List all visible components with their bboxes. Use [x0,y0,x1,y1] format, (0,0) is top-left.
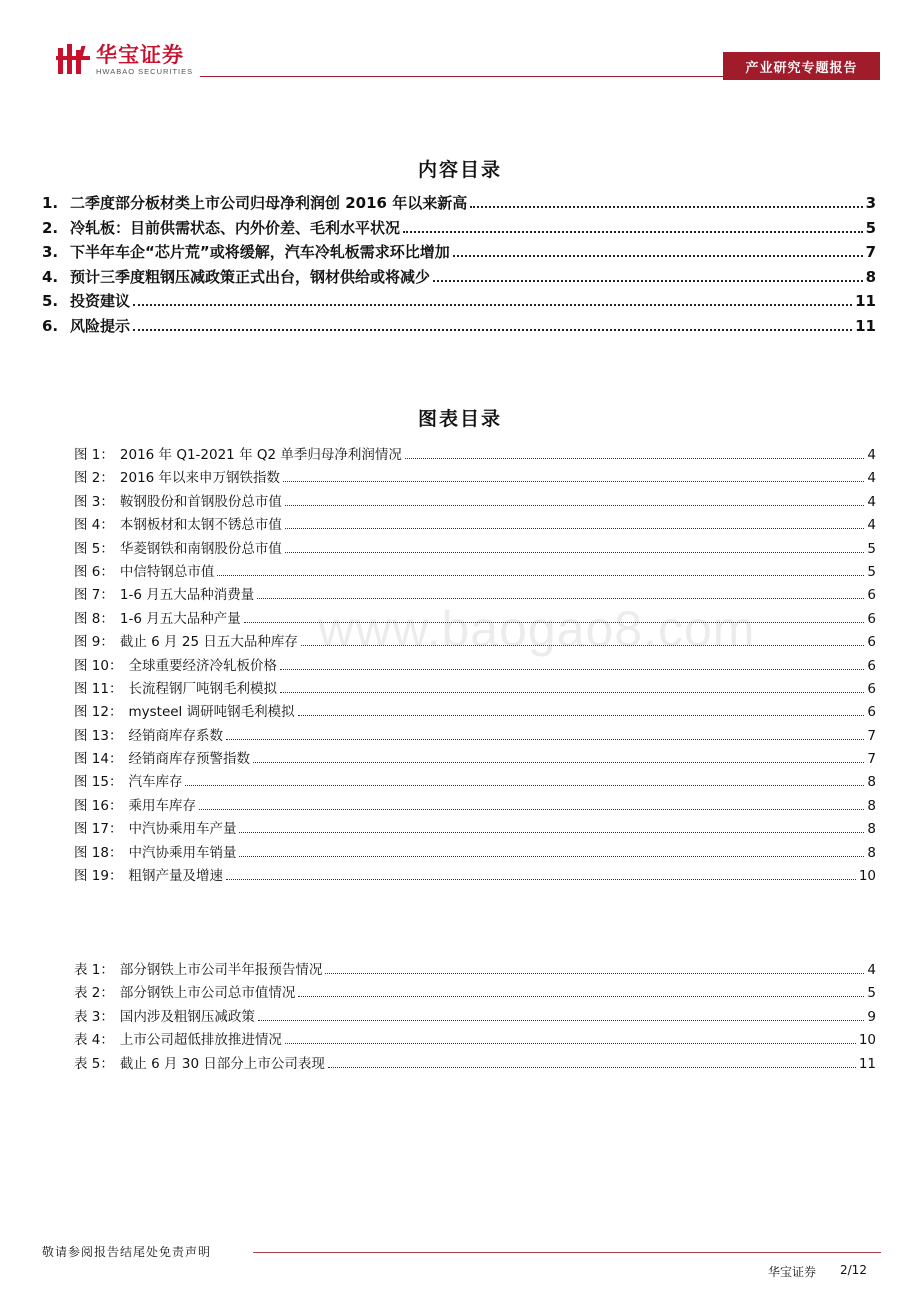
figure-page: 4 [867,517,876,534]
figure-page: 5 [867,563,876,580]
figure-text: 2016 年 Q1-2021 年 Q2 单季归母净利润情况 [119,447,402,463]
figure-item[interactable] [74,770,876,793]
leader-dots [285,552,865,553]
leader-dots [298,996,864,997]
leader-dots [258,1020,865,1021]
figure-label: 图 1： [74,447,114,463]
toc-item-3[interactable] [42,241,876,266]
leader-dots [298,715,865,716]
toc-number: 4. [42,267,59,286]
toc-page: 8 [865,267,876,286]
leader-dots [280,669,864,670]
toc-number: 1. [42,194,59,212]
toc-page: 7 [865,243,876,262]
toc-number: 3. [42,243,59,262]
toc-page: 3 [865,194,876,212]
figure-page: 5 [867,540,876,557]
watermark: www.baogao8.com [318,601,756,657]
table-list [74,958,876,1075]
figure-text: 中汽协乘用车销量 [128,844,237,861]
figure-page: 8 [867,821,876,838]
table-item[interactable] [74,1005,876,1028]
table-item[interactable] [74,981,876,1004]
toc-number: 5. [42,292,59,311]
figure-item[interactable] [74,747,876,770]
table-item[interactable] [74,1028,876,1051]
figure-list-title: 图表目录 [417,408,502,430]
figure-page: 4 [867,447,876,463]
figure-item[interactable] [74,841,876,864]
toc-text: 风险提示 [70,316,131,335]
figure-page: 6 [867,680,876,697]
figure-page: 6 [867,587,876,604]
leader-dots [325,973,864,974]
toc-page: 11 [855,316,876,335]
table-page: 5 [867,985,876,1002]
figure-text: 经销商库存预警指数 [128,751,250,768]
report-type-banner: 产业研究专题报告 [723,52,880,80]
leader-dots [239,856,864,857]
figure-text: 经销商库存系数 [128,727,223,744]
figure-text: 1-6 月五大品种消费量 [119,587,255,604]
toc-item-5[interactable] [42,290,876,315]
figure-page: 8 [867,774,876,791]
figure-text: 全球重要经济冷轧板价格 [128,657,277,674]
figure-item[interactable] [74,443,876,466]
leader-dots [199,809,864,810]
figure-item[interactable] [74,560,876,583]
figure-label: 图 15： [74,774,123,791]
toc-item-6[interactable] [42,315,876,340]
leader-dots [257,598,864,599]
leader-dots [239,832,864,833]
table-text: 上市公司超低排放推进情况 [119,1032,282,1049]
toc-page: 11 [855,292,876,311]
toc-text: 二季度部分板材类上市公司归母净利润创 2016 年以来新高 [70,194,468,212]
footer-divider [253,1252,881,1253]
figure-page: 8 [867,797,876,814]
leader-dots [133,304,852,306]
leader-dots [253,762,864,763]
figure-label: 图 7： [74,587,114,604]
figure-label: 图 6： [74,563,114,580]
leader-dots [285,1043,856,1044]
table-item[interactable] [74,1052,876,1075]
figure-label: 图 3： [74,493,114,510]
page-number: 2/12 [840,1263,867,1277]
figure-text: 1-6 月五大品种产量 [119,610,241,627]
figure-label: 图 8： [74,610,114,627]
toc-text: 冷轧板：目前供需状态、内外价差、毛利水平状况 [70,218,401,237]
figure-page: 8 [867,844,876,861]
leader-dots [403,231,863,233]
figure-page: 6 [867,657,876,674]
figure-item[interactable] [74,607,876,630]
figure-item[interactable] [74,864,876,887]
figure-label: 图 14： [74,751,123,768]
figure-label: 图 18： [74,844,123,861]
leader-dots [285,505,865,506]
footer-company: 华宝证券 [768,1265,817,1279]
table-label: 表 4： [74,1032,114,1049]
figure-text: 截止 6 月 25 日五大品种库存 [119,634,298,651]
table-label: 表 5： [74,1055,114,1072]
company-logo [56,44,193,76]
figure-label: 图 16： [74,797,123,814]
table-page: 4 [867,962,876,978]
table-page: 11 [858,1055,876,1072]
toc-item-2[interactable] [42,217,876,242]
logo-english-name: HWABAO SECURITIES [96,66,194,76]
figure-item[interactable] [74,654,876,677]
leader-dots [453,255,863,257]
leader-dots [433,280,863,282]
figure-item[interactable] [74,583,876,606]
leader-dots [185,785,864,786]
toc-list [42,192,876,340]
leader-dots [280,692,864,693]
leader-dots [217,575,864,576]
leader-dots [226,739,864,740]
table-label: 表 1： [74,962,114,978]
logo-chinese-name: 华宝证券 [96,42,184,67]
leader-dots [226,879,856,880]
leader-dots [405,458,865,459]
figure-page: 6 [867,610,876,627]
figure-item[interactable] [74,794,876,817]
figure-page: 7 [867,727,876,744]
figure-label: 图 12： [74,704,123,721]
toc-item-4[interactable] [42,266,876,291]
figure-item[interactable] [74,724,876,747]
figure-label: 图 4： [74,517,114,534]
figure-list [74,443,876,887]
figure-page: 7 [867,751,876,768]
figure-label: 图 19： [74,868,123,885]
toc-number: 6. [42,316,59,335]
figure-text: 中信特钢总市值 [119,563,215,580]
figure-text: 长流程钢厂吨钢毛利模拟 [128,680,277,697]
table-label: 表 3： [74,1008,114,1025]
figure-text: mysteel 调研吨钢毛利模拟 [128,704,295,721]
leader-dots [301,645,865,646]
figure-label: 图 10： [74,657,123,674]
figure-text: 粗钢产量及增速 [128,868,223,885]
figure-label: 图 2： [74,470,114,487]
figure-text: 鞍钢股份和首钢股份总市值 [119,493,282,510]
leader-dots [244,622,865,623]
toc-number: 2. [42,218,59,237]
table-item[interactable] [74,958,876,981]
figure-page: 10 [858,868,876,885]
figure-page: 6 [867,634,876,651]
toc-item-1[interactable] [42,192,876,217]
figure-item[interactable] [74,630,876,653]
figure-text: 华菱钢铁和南钢股份总市值 [119,540,282,557]
page-header [0,0,920,90]
figure-page: 4 [867,493,876,510]
leader-dots [283,481,864,482]
toc-text: 预计三季度粗钢压减政策正式出台，钢材供给或将减少 [70,267,431,286]
toc-title: 内容目录 [417,159,502,181]
figure-text: 本钢板材和太钢不锈总市值 [119,517,282,534]
figure-page: 4 [867,470,876,487]
figure-page: 6 [867,704,876,721]
figure-text: 乘用车库存 [128,797,196,814]
figure-text: 中汽协乘用车产量 [128,821,237,838]
figure-item[interactable] [74,466,876,489]
table-text: 截止 6 月 30 日部分上市公司表现 [119,1055,325,1072]
figure-label: 图 11： [74,680,123,697]
figure-text: 汽车库存 [128,774,183,791]
table-text: 国内涉及粗钢压减政策 [119,1008,255,1025]
toc-text: 投资建议 [70,292,131,311]
leader-dots [133,329,852,331]
table-text: 部分钢铁上市公司总市值情况 [119,985,296,1002]
table-page: 9 [867,1008,876,1025]
toc-page: 5 [865,218,876,237]
figure-item[interactable] [74,490,876,513]
leader-dots [470,206,862,208]
figure-item[interactable] [74,817,876,840]
figure-item[interactable] [74,677,876,700]
table-label: 表 2： [74,985,114,1002]
figure-label: 图 9： [74,634,114,651]
hwabao-logo-icon [56,44,92,76]
disclaimer: 敬请参阅报告结尾处免责声明 [42,1245,212,1259]
figure-item[interactable] [74,700,876,723]
figure-label: 图 17： [74,821,123,838]
table-text: 部分钢铁上市公司半年报预告情况 [119,962,323,978]
figure-text: 2016 年以来申万钢铁指数 [119,470,281,487]
figure-item[interactable] [74,537,876,560]
toc-text: 下半年车企“芯片荒”或将缓解，汽车冷轧板需求环比增加 [70,243,450,262]
leader-dots [285,528,865,529]
table-page: 10 [858,1032,876,1049]
figure-label: 图 5： [74,540,114,557]
header-divider [200,76,725,77]
leader-dots [328,1067,856,1068]
figure-label: 图 13： [74,727,123,744]
figure-item[interactable] [74,513,876,536]
